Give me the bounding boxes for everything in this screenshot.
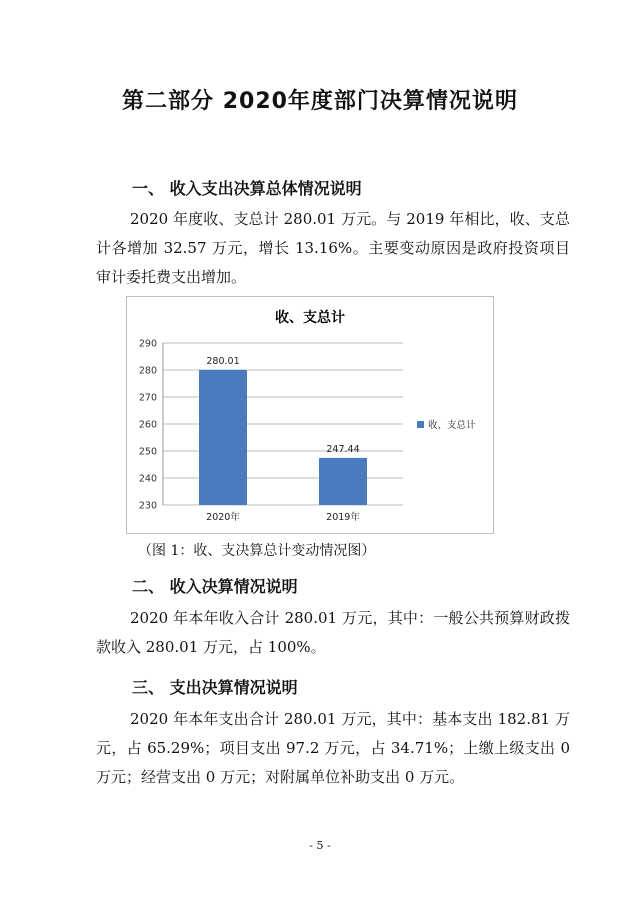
legend-label: 收、支总计 <box>428 420 476 431</box>
section-2-paragraph: 2020 年本年收入合计 280.01 万元，其中：一般公共预算财政拨款收入 280.01 万元，占 100%。 <box>96 609 570 656</box>
section-heading-1: 一、 收入支出决算总体情况说明 <box>132 179 362 198</box>
section-heading-3: 三、 支出决算情况说明 <box>132 678 298 697</box>
x-tick-label: 2020年 <box>206 512 240 523</box>
legend-swatch <box>417 421 424 428</box>
section-3-paragraph: 2020 年本年支出合计 280.01 万元，其中：基本支出 182.81 万元，占 65.29%；项目支出 97.2 万元，占 34.71%；上缴上级支出 0 万元；经营支出 0 万元；对附属单位补助支出 0 万元。 <box>96 710 570 786</box>
y-tick-label: 270 <box>138 392 157 404</box>
y-tick-label: 230 <box>138 500 157 512</box>
data-label: 247.44 <box>326 443 360 455</box>
bar-chart <box>127 297 493 533</box>
data-label: 280.01 <box>206 355 240 367</box>
figure-caption: （图 1：收、支决算总计变动情况图） <box>138 543 376 559</box>
chart-title: 收、支总计 <box>275 310 345 326</box>
y-tick-label: 240 <box>138 473 157 485</box>
page-number: - 5 - <box>309 839 331 852</box>
section-heading-2: 二、 收入决算情况说明 <box>132 577 298 596</box>
section-1-paragraph: 2020 年度收、支总计 280.01 万元。与 2019 年相比，收、支总计各增加 32.57 万元，增长 13.16%。主要变动原因是政府投资项目审计委托费支出增加。 <box>96 210 570 286</box>
y-tick-label: 290 <box>138 338 157 350</box>
page-title: 第二部分 2020年度部门决算情况说明 <box>122 89 518 114</box>
y-tick-label: 280 <box>138 365 157 377</box>
y-tick-label: 260 <box>138 419 157 431</box>
x-tick-label: 2019年 <box>326 512 360 523</box>
bar-2 <box>319 458 367 505</box>
bar-1 <box>199 370 247 505</box>
y-tick-label: 250 <box>138 446 157 458</box>
chart-container <box>126 296 494 534</box>
